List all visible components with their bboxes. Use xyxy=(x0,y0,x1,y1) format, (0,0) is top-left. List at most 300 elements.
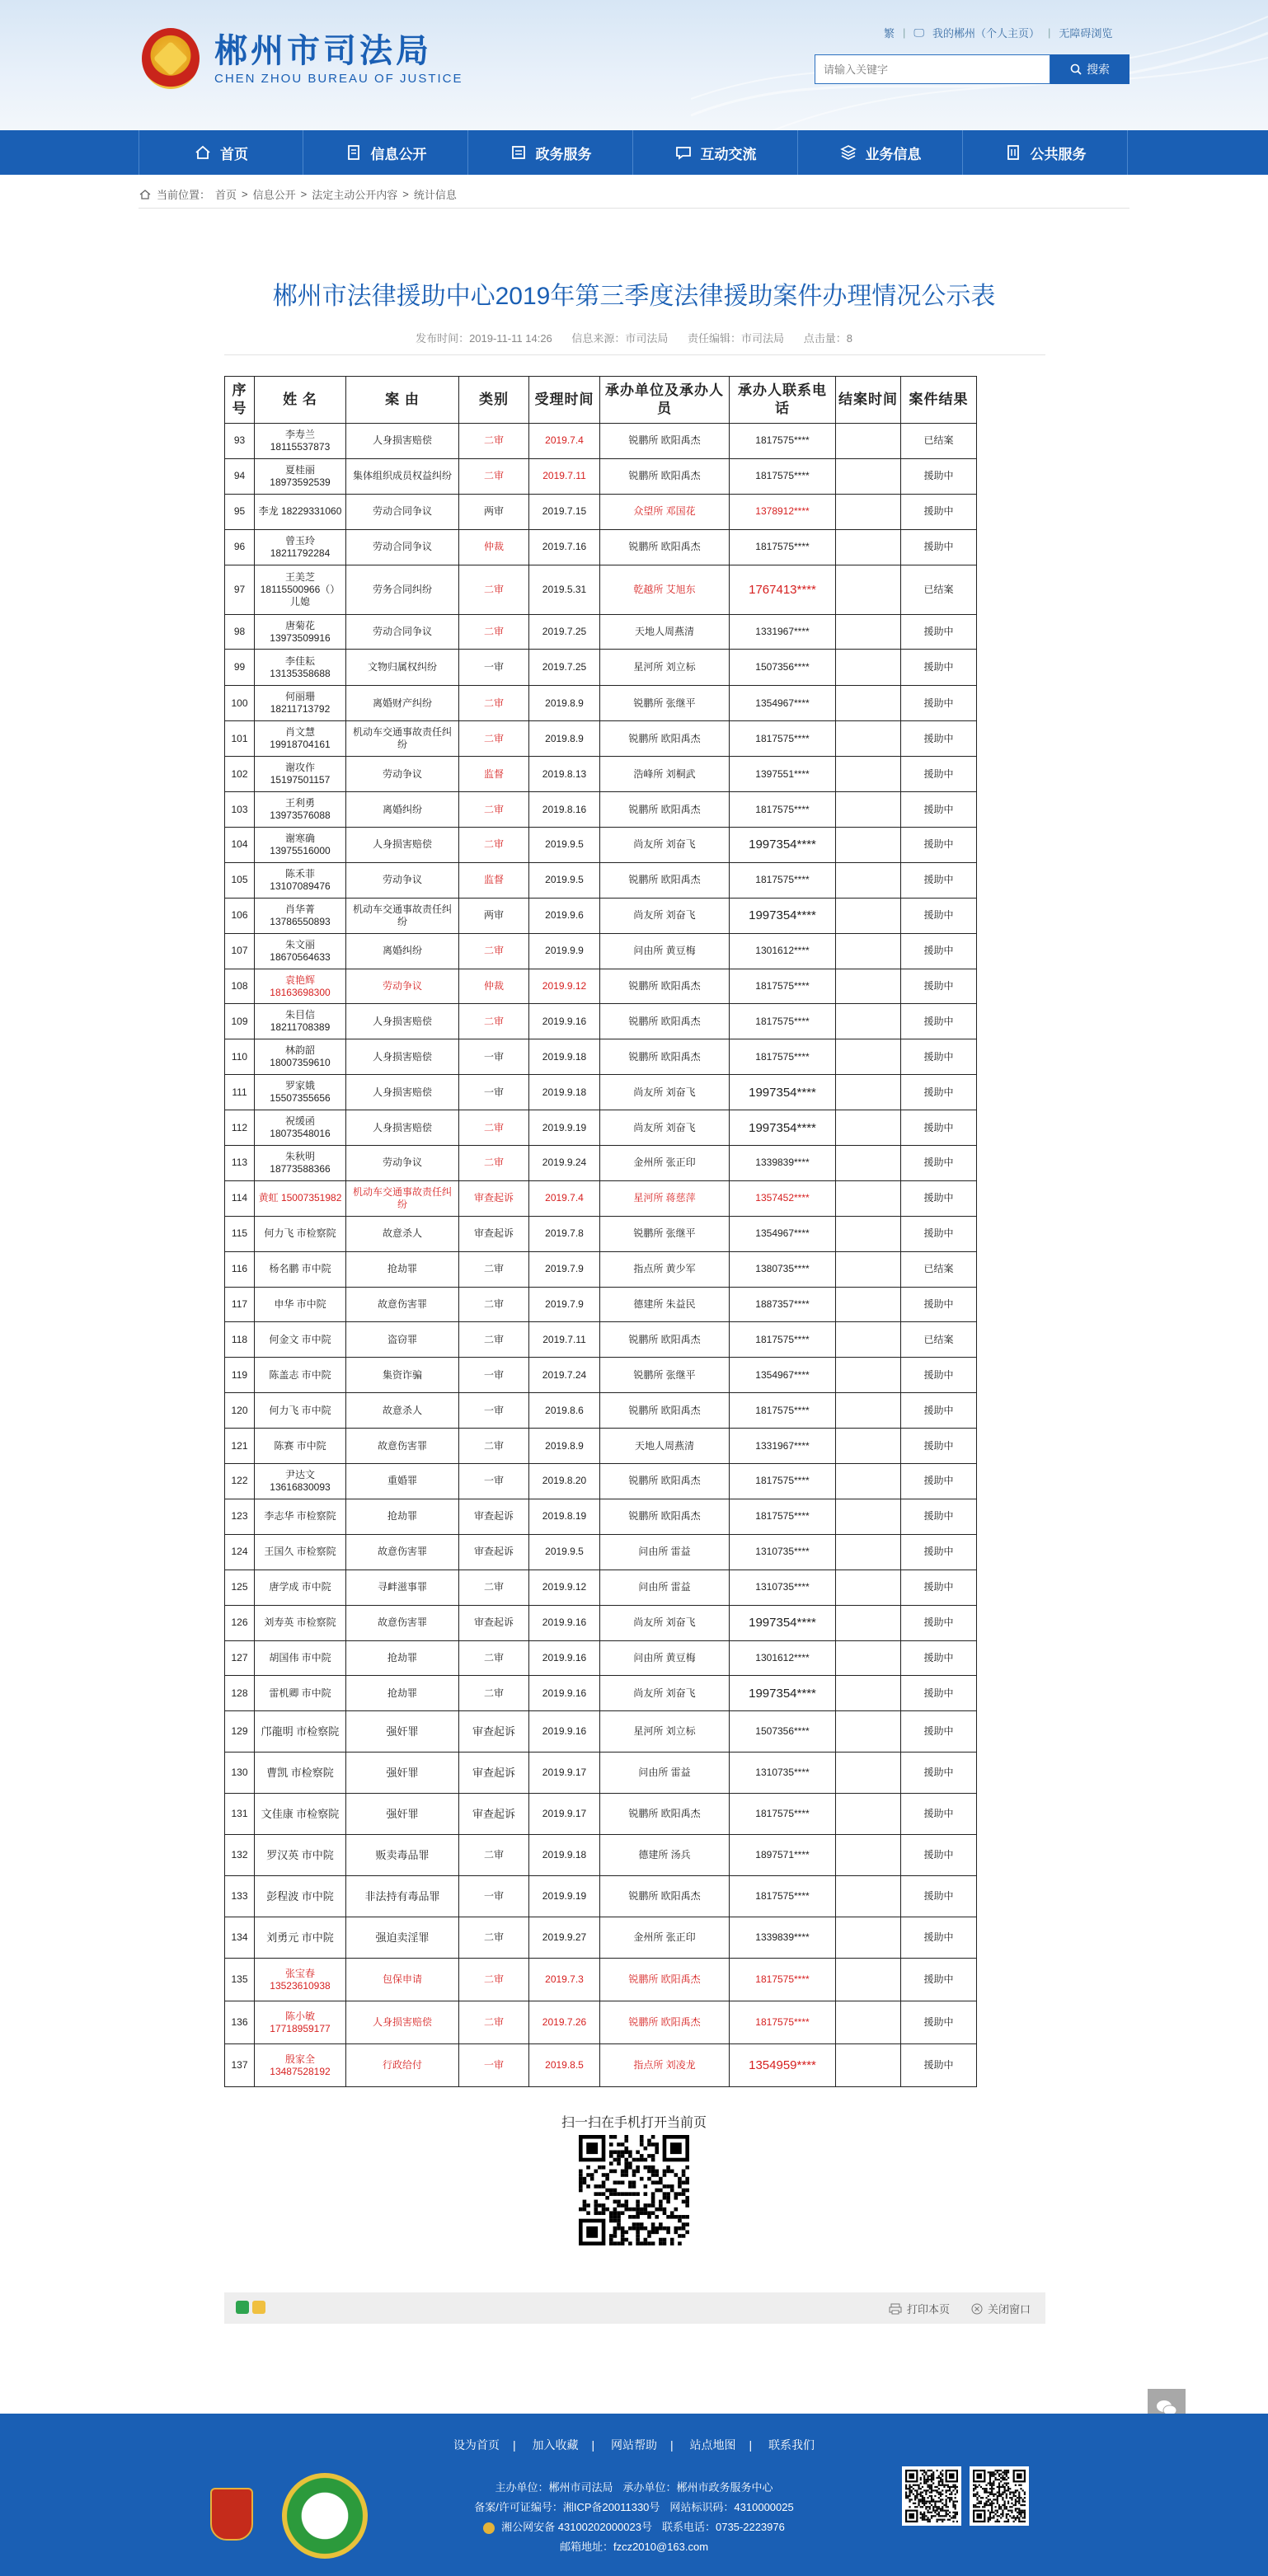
table-row xyxy=(225,1180,977,1216)
col-header-phone: 承办人联系电话 xyxy=(730,377,836,424)
row-accept-time: 2019.9.16 xyxy=(529,1605,600,1640)
weibo-share-icon[interactable] xyxy=(252,2301,265,2314)
row-phone: 1817575**** xyxy=(730,2001,836,2044)
row-type: 仲裁 xyxy=(459,969,529,1004)
col-header-accept-time: 受理时间 xyxy=(529,377,600,424)
monitor-icon: 🖵 xyxy=(913,26,924,39)
row-handler: 锐鹏所 欧阳禹杰 xyxy=(600,2001,730,2044)
row-cause: 离婚纠纷 xyxy=(346,792,459,828)
row-cause: 劳动争议 xyxy=(346,862,459,898)
row-cause: 劳动争议 xyxy=(346,1146,459,1181)
row-cause: 人身损害赔偿 xyxy=(346,1039,459,1075)
row-accept-time: 2019.8.20 xyxy=(529,1464,600,1499)
row-index: 123 xyxy=(225,1499,255,1534)
building-icon xyxy=(1004,143,1022,162)
row-name: 李志华 市检察院 xyxy=(255,1499,346,1534)
row-accept-time: 2019.9.16 xyxy=(529,1640,600,1676)
row-result: 援助中 xyxy=(901,2044,977,2087)
row-phone: 1357452**** xyxy=(730,1180,836,1216)
row-name: 罗汉英 市中院 xyxy=(255,1835,346,1876)
footer-link-sitemap[interactable]: 站点地图 xyxy=(689,2438,736,2452)
row-accept-time: 2019.7.11 xyxy=(529,458,600,494)
row-index: 128 xyxy=(225,1676,255,1711)
row-close-time xyxy=(836,969,901,1004)
row-name: 唐菊花 13973509916 xyxy=(255,614,346,650)
row-close-time xyxy=(836,1429,901,1464)
police-record[interactable]: 湘公网安备 43100202000023号 xyxy=(501,2521,652,2533)
row-handler: 锐鹏所 欧阳禹杰 xyxy=(600,1464,730,1499)
row-close-time xyxy=(836,1711,901,1753)
footer-sep: | xyxy=(512,2438,516,2452)
table-row xyxy=(225,933,977,969)
search-button[interactable] xyxy=(1050,54,1129,84)
table-row xyxy=(225,686,977,721)
row-index: 112 xyxy=(225,1110,255,1146)
table-row xyxy=(225,1794,977,1835)
row-name: 何力飞 市检察院 xyxy=(255,1216,346,1251)
table-row xyxy=(225,1146,977,1181)
row-handler: 星河所 刘立标 xyxy=(600,1711,730,1753)
row-index: 97 xyxy=(225,565,255,614)
row-name: 罗家娥 15507355656 xyxy=(255,1075,346,1110)
breadcrumb-sep: > xyxy=(242,188,248,200)
table-row xyxy=(225,424,977,459)
row-handler: 问由所 雷益 xyxy=(600,1753,730,1794)
row-close-time xyxy=(836,1835,901,1876)
row-index: 94 xyxy=(225,458,255,494)
row-type: 一审 xyxy=(459,1075,529,1110)
table-row xyxy=(225,1711,977,1753)
row-phone: 1887357**** xyxy=(730,1287,836,1322)
row-phone: 1817575**** xyxy=(730,424,836,459)
row-accept-time: 2019.7.15 xyxy=(529,494,600,529)
nav-label: 业务信息 xyxy=(865,146,922,162)
row-result: 援助中 xyxy=(901,1004,977,1039)
close-window-button[interactable] xyxy=(971,2301,1031,2316)
row-accept-time: 2019.9.24 xyxy=(529,1146,600,1181)
row-name: 林韵韶 18007359610 xyxy=(255,1039,346,1075)
row-name: 杨名鹏 市中院 xyxy=(255,1251,346,1287)
row-result: 已结案 xyxy=(901,424,977,459)
row-close-time xyxy=(836,1075,901,1110)
row-accept-time: 2019.9.16 xyxy=(529,1711,600,1753)
row-cause: 人身损害赔偿 xyxy=(346,424,459,459)
row-type: 二审 xyxy=(459,424,529,459)
row-phone: 1817575**** xyxy=(730,1393,836,1429)
row-phone: 1310735**** xyxy=(730,1570,836,1605)
row-cause: 抢劫罪 xyxy=(346,1251,459,1287)
row-cause: 故意伤害罪 xyxy=(346,1605,459,1640)
row-phone: 1507356**** xyxy=(730,1711,836,1753)
row-phone: 1817575**** xyxy=(730,1499,836,1534)
header xyxy=(0,0,1268,130)
row-result: 援助中 xyxy=(901,828,977,863)
footer-link-contact[interactable]: 联系我们 xyxy=(768,2438,815,2452)
row-index: 126 xyxy=(225,1605,255,1640)
wechat-share-icon[interactable] xyxy=(236,2301,249,2314)
row-type: 一审 xyxy=(459,1876,529,1917)
breadcrumb-sep: > xyxy=(402,188,409,200)
print-label: 打印本页 xyxy=(906,2303,950,2316)
row-index: 125 xyxy=(225,1570,255,1605)
table-row xyxy=(225,1322,977,1358)
row-handler: 锐鹏所 欧阳禹杰 xyxy=(600,1794,730,1835)
row-index: 99 xyxy=(225,650,255,686)
row-accept-time: 2019.7.25 xyxy=(529,614,600,650)
icp-number[interactable]: 备案/许可证编号：湘ICP备20011330号 xyxy=(474,2501,660,2513)
footer-links xyxy=(0,2437,1268,2453)
table-row xyxy=(225,1876,977,1917)
row-accept-time: 2019.9.18 xyxy=(529,1075,600,1110)
row-accept-time: 2019.9.12 xyxy=(529,969,600,1004)
row-cause: 强奸罪 xyxy=(346,1794,459,1835)
row-result: 援助中 xyxy=(901,1146,977,1181)
row-name: 肖文慧 19918704161 xyxy=(255,721,346,757)
search-icon xyxy=(1070,63,1082,75)
row-name: 何力飞 市中院 xyxy=(255,1393,346,1429)
contact-email: 邮箱地址：fzcz2010@163.com xyxy=(559,2541,709,2553)
row-phone: 1817575**** xyxy=(730,458,836,494)
table-header-row xyxy=(225,377,977,424)
row-result: 援助中 xyxy=(901,1676,977,1711)
row-phone: 1997354**** xyxy=(730,1110,836,1146)
row-name: 尹达文13616830093 xyxy=(255,1464,346,1499)
col-header-close-time: 结案时间 xyxy=(836,377,901,424)
nav-label: 政务服务 xyxy=(535,146,592,162)
row-index: 119 xyxy=(225,1358,255,1393)
row-type: 二审 xyxy=(459,1917,529,1959)
footer-sep: | xyxy=(670,2438,674,2452)
footer xyxy=(0,2414,1268,2576)
row-result: 援助中 xyxy=(901,1959,977,2001)
row-handler: 金州所 张正印 xyxy=(600,1146,730,1181)
national-emblem-icon xyxy=(142,28,200,89)
row-accept-time: 2019.8.9 xyxy=(529,721,600,757)
row-handler: 尚友所 刘奋飞 xyxy=(600,1676,730,1711)
row-handler: 锐鹏所 欧阳禹杰 xyxy=(600,969,730,1004)
row-type: 二审 xyxy=(459,2001,529,2044)
row-result: 援助中 xyxy=(901,1640,977,1676)
table-row xyxy=(225,1835,977,1876)
row-phone: 1817575**** xyxy=(730,1004,836,1039)
row-name: 陈小敏17718959177 xyxy=(255,2001,346,2044)
table-row xyxy=(225,757,977,792)
row-accept-time: 2019.9.6 xyxy=(529,898,600,933)
row-index: 124 xyxy=(225,1534,255,1570)
row-name: 王美芝 18115500966（）儿媳 xyxy=(255,565,346,614)
row-close-time xyxy=(836,458,901,494)
row-accept-time: 2019.7.11 xyxy=(529,1322,600,1358)
row-result: 援助中 xyxy=(901,1180,977,1216)
page-qr-code xyxy=(579,2135,689,2245)
row-handler: 锐鹏所 欧阳禹杰 xyxy=(600,1393,730,1429)
personal-home-link[interactable]: 我的郴州（个人主页） xyxy=(932,27,1040,40)
row-name: 刘勇元 市中院 xyxy=(255,1917,346,1959)
row-accept-time: 2019.7.24 xyxy=(529,1358,600,1393)
row-type: 二审 xyxy=(459,1570,529,1605)
row-phone: 1310735**** xyxy=(730,1753,836,1794)
row-type: 一审 xyxy=(459,1464,529,1499)
row-phone: 1817575**** xyxy=(730,1039,836,1075)
page-title: 郴州市法律援助中心2019年第三季度法律援助案件办理情况公示表 xyxy=(272,283,996,310)
row-cause: 集体组织成员权益纠纷 xyxy=(346,458,459,494)
list-icon xyxy=(510,143,528,162)
row-index: 120 xyxy=(225,1393,255,1429)
table-row xyxy=(225,1075,977,1110)
row-index: 103 xyxy=(225,792,255,828)
row-cause: 重婚罪 xyxy=(346,1464,459,1499)
accessibility-link[interactable]: 无障碍浏览 xyxy=(1059,27,1113,40)
row-type: 二审 xyxy=(459,565,529,614)
row-index: 137 xyxy=(225,2044,255,2087)
row-accept-time: 2019.7.8 xyxy=(529,1216,600,1251)
case-table-body xyxy=(225,424,977,2087)
table-row xyxy=(225,565,977,614)
row-close-time xyxy=(836,1917,901,1959)
breadcrumb-divider xyxy=(139,208,1129,209)
table-row xyxy=(225,1287,977,1322)
row-handler: 星河所 蒋慈萍 xyxy=(600,1180,730,1216)
row-phone: 1354967**** xyxy=(730,1358,836,1393)
row-result: 已结案 xyxy=(901,565,977,614)
row-handler: 天地人周燕清 xyxy=(600,614,730,650)
row-phone: 1331967**** xyxy=(730,614,836,650)
row-name: 朱目信 18211708389 xyxy=(255,1004,346,1039)
row-handler: 尚友所 刘奋飞 xyxy=(600,828,730,863)
footer-sep: | xyxy=(591,2438,595,2452)
chat-icon xyxy=(674,143,693,162)
table-row xyxy=(225,1676,977,1711)
traditional-chinese-link[interactable]: 繁 xyxy=(884,27,895,40)
row-handler: 锐鹏所 欧阳禹杰 xyxy=(600,1039,730,1075)
breadcrumb-sep: > xyxy=(300,188,308,200)
row-cause: 人身损害赔偿 xyxy=(346,1075,459,1110)
footer-link-set-home[interactable]: 设为首页 xyxy=(453,2438,500,2452)
row-type: 二审 xyxy=(459,1676,529,1711)
row-phone: 1354967**** xyxy=(730,1216,836,1251)
nav-item-gov-services[interactable] xyxy=(468,130,633,175)
row-close-time xyxy=(836,614,901,650)
row-cause: 集资诈骗 xyxy=(346,1358,459,1393)
row-cause: 抢劫罪 xyxy=(346,1640,459,1676)
document-icon xyxy=(345,143,363,162)
row-close-time xyxy=(836,1464,901,1499)
table-row xyxy=(225,862,977,898)
table-row xyxy=(225,1251,977,1287)
table-row xyxy=(225,1358,977,1393)
row-phone: 1997354**** xyxy=(730,1075,836,1110)
row-handler: 锐鹏所 欧阳禹杰 xyxy=(600,458,730,494)
row-result: 援助中 xyxy=(901,792,977,828)
nav-label: 首页 xyxy=(220,146,248,162)
row-phone: 1817575**** xyxy=(730,1959,836,2001)
row-accept-time: 2019.8.16 xyxy=(529,792,600,828)
row-accept-time: 2019.5.31 xyxy=(529,565,600,614)
row-accept-time: 2019.9.16 xyxy=(529,1676,600,1711)
row-phone: 1339839**** xyxy=(730,1146,836,1181)
row-cause: 机动车交通事故责任纠纷 xyxy=(346,1180,459,1216)
row-cause: 抢劫罪 xyxy=(346,1499,459,1534)
col-header-handler: 承办单位及承办人员 xyxy=(600,377,730,424)
row-close-time xyxy=(836,494,901,529)
row-result: 援助中 xyxy=(901,1499,977,1534)
row-handler: 尚友所 刘奋飞 xyxy=(600,1075,730,1110)
breadcrumb-stats[interactable]: 统计信息 xyxy=(413,189,457,201)
row-name: 邝龍明 市检察院 xyxy=(255,1711,346,1753)
qr-title: 扫一扫在手机打开当前页 xyxy=(561,2116,707,2130)
col-header-name: 姓 名 xyxy=(255,377,346,424)
row-type: 二审 xyxy=(459,686,529,721)
row-handler: 德建所 汤兵 xyxy=(600,1835,730,1876)
contact-phone: 联系电话：0735-2223976 xyxy=(661,2521,785,2533)
top-links: 繁 | 🖵 我的郴州（个人主页） | 无障碍浏览 xyxy=(884,26,1113,40)
row-cause: 离婚财产纠纷 xyxy=(346,686,459,721)
printer-icon xyxy=(889,2303,902,2315)
share-bar xyxy=(224,2292,1045,2324)
row-handler: 锐鹏所 欧阳禹杰 xyxy=(600,862,730,898)
home-icon xyxy=(194,143,212,162)
table-row xyxy=(225,650,977,686)
row-phone: 1817575**** xyxy=(730,721,836,757)
row-type: 二审 xyxy=(459,1959,529,2001)
row-close-time xyxy=(836,1004,901,1039)
site-logo[interactable] xyxy=(142,28,463,89)
nav-item-info-disclosure[interactable] xyxy=(303,130,468,175)
row-name: 曾玉玲 18211792284 xyxy=(255,529,346,565)
table-row xyxy=(225,721,977,757)
row-close-time xyxy=(836,1216,901,1251)
row-close-time xyxy=(836,933,901,969)
row-cause: 强奸罪 xyxy=(346,1711,459,1753)
row-type: 二审 xyxy=(459,1251,529,1287)
row-close-time xyxy=(836,1322,901,1358)
table-row xyxy=(225,494,977,529)
row-phone: 1397551**** xyxy=(730,757,836,792)
row-close-time xyxy=(836,1146,901,1181)
table-row xyxy=(225,1499,977,1534)
table-row xyxy=(225,1570,977,1605)
nav-item-public-services[interactable] xyxy=(963,130,1128,175)
row-name: 朱秋明 18773588366 xyxy=(255,1146,346,1181)
row-index: 107 xyxy=(225,933,255,969)
print-button[interactable] xyxy=(889,2301,950,2316)
search-input[interactable] xyxy=(815,54,1050,84)
table-row xyxy=(225,1917,977,1959)
row-type: 二审 xyxy=(459,614,529,650)
row-close-time xyxy=(836,650,901,686)
search-box xyxy=(815,54,1129,84)
row-close-time xyxy=(836,424,901,459)
search-button-label: 搜索 xyxy=(1087,63,1110,76)
table-row xyxy=(225,1640,977,1676)
row-type: 审查起诉 xyxy=(459,1534,529,1570)
row-index: 133 xyxy=(225,1876,255,1917)
row-name: 谢寒确 13975516000 xyxy=(255,828,346,863)
row-phone: 1331967**** xyxy=(730,1429,836,1464)
breadcrumb-legal[interactable]: 法定主动公开内容 xyxy=(312,189,398,201)
row-type: 审查起诉 xyxy=(459,1711,529,1753)
row-name: 陈禾菲 13107089476 xyxy=(255,862,346,898)
col-header-type: 类别 xyxy=(459,377,529,424)
row-type: 二审 xyxy=(459,1640,529,1676)
row-cause: 贩卖毒品罪 xyxy=(346,1835,459,1876)
site-id: 网站标识码：4310000025 xyxy=(669,2501,794,2513)
row-handler: 锐鹏所 张继平 xyxy=(600,686,730,721)
row-name: 陈盖志 市中院 xyxy=(255,1358,346,1393)
table-row xyxy=(225,1753,977,1794)
nav-item-home[interactable] xyxy=(139,130,303,175)
row-cause: 机动车交通事故责任纠纷 xyxy=(346,721,459,757)
row-result: 援助中 xyxy=(901,1216,977,1251)
table-row xyxy=(225,2044,977,2087)
row-close-time xyxy=(836,1640,901,1676)
row-phone: 1354959**** xyxy=(730,2044,836,2087)
row-phone: 1817575**** xyxy=(730,1876,836,1917)
row-type: 二审 xyxy=(459,1110,529,1146)
row-handler: 金州所 张正印 xyxy=(600,1917,730,1959)
row-result: 援助中 xyxy=(901,1794,977,1835)
breadcrumb-info[interactable]: 信息公开 xyxy=(252,189,296,201)
table-row xyxy=(225,969,977,1004)
row-index: 95 xyxy=(225,494,255,529)
row-close-time xyxy=(836,1605,901,1640)
row-type: 二审 xyxy=(459,721,529,757)
nav-label: 互动交流 xyxy=(700,146,757,162)
nav-item-business-info[interactable] xyxy=(798,130,963,175)
footer-link-favorite[interactable]: 加入收藏 xyxy=(532,2438,579,2452)
row-handler: 锐鹏所 欧阳禹杰 xyxy=(600,424,730,459)
row-cause: 劳动争议 xyxy=(346,969,459,1004)
row-name: 黄虹 15007351982 xyxy=(255,1180,346,1216)
row-type: 二审 xyxy=(459,458,529,494)
row-phone: 1301612**** xyxy=(730,933,836,969)
row-name: 何金文 市中院 xyxy=(255,1322,346,1358)
row-index: 136 xyxy=(225,2001,255,2044)
row-result: 援助中 xyxy=(901,2001,977,2044)
table-row xyxy=(225,898,977,933)
row-handler: 锐鹏所 欧阳禹杰 xyxy=(600,1499,730,1534)
row-result: 援助中 xyxy=(901,1917,977,1959)
row-handler: 指点所 刘凌龙 xyxy=(600,2044,730,2087)
row-handler: 锐鹏所 欧阳禹杰 xyxy=(600,1004,730,1039)
row-result: 援助中 xyxy=(901,1711,977,1753)
row-accept-time: 2019.7.3 xyxy=(529,1959,600,2001)
row-cause: 劳动合同争议 xyxy=(346,494,459,529)
row-result: 援助中 xyxy=(901,933,977,969)
row-accept-time: 2019.9.5 xyxy=(529,862,600,898)
row-index: 129 xyxy=(225,1711,255,1753)
row-cause: 强迫卖淫罪 xyxy=(346,1917,459,1959)
row-result: 援助中 xyxy=(901,862,977,898)
row-result: 援助中 xyxy=(901,1570,977,1605)
row-accept-time: 2019.7.9 xyxy=(529,1251,600,1287)
nav-item-interaction[interactable] xyxy=(633,130,798,175)
row-close-time xyxy=(836,1358,901,1393)
row-name: 张宝春13523610938 xyxy=(255,1959,346,2001)
row-close-time xyxy=(836,2001,901,2044)
row-close-time xyxy=(836,2044,901,2087)
breadcrumb-home[interactable]: 首页 xyxy=(215,189,237,201)
footer-link-help[interactable]: 网站帮助 xyxy=(611,2438,657,2452)
row-handler: 锐鹏所 欧阳禹杰 xyxy=(600,721,730,757)
row-name: 刘寿英 市检察院 xyxy=(255,1605,346,1640)
row-result: 援助中 xyxy=(901,1835,977,1876)
row-phone: 1817575**** xyxy=(730,1464,836,1499)
row-type: 仲裁 xyxy=(459,529,529,565)
row-accept-time: 2019.9.16 xyxy=(529,1004,600,1039)
row-index: 98 xyxy=(225,614,255,650)
row-name: 文佳康 市检察院 xyxy=(255,1794,346,1835)
